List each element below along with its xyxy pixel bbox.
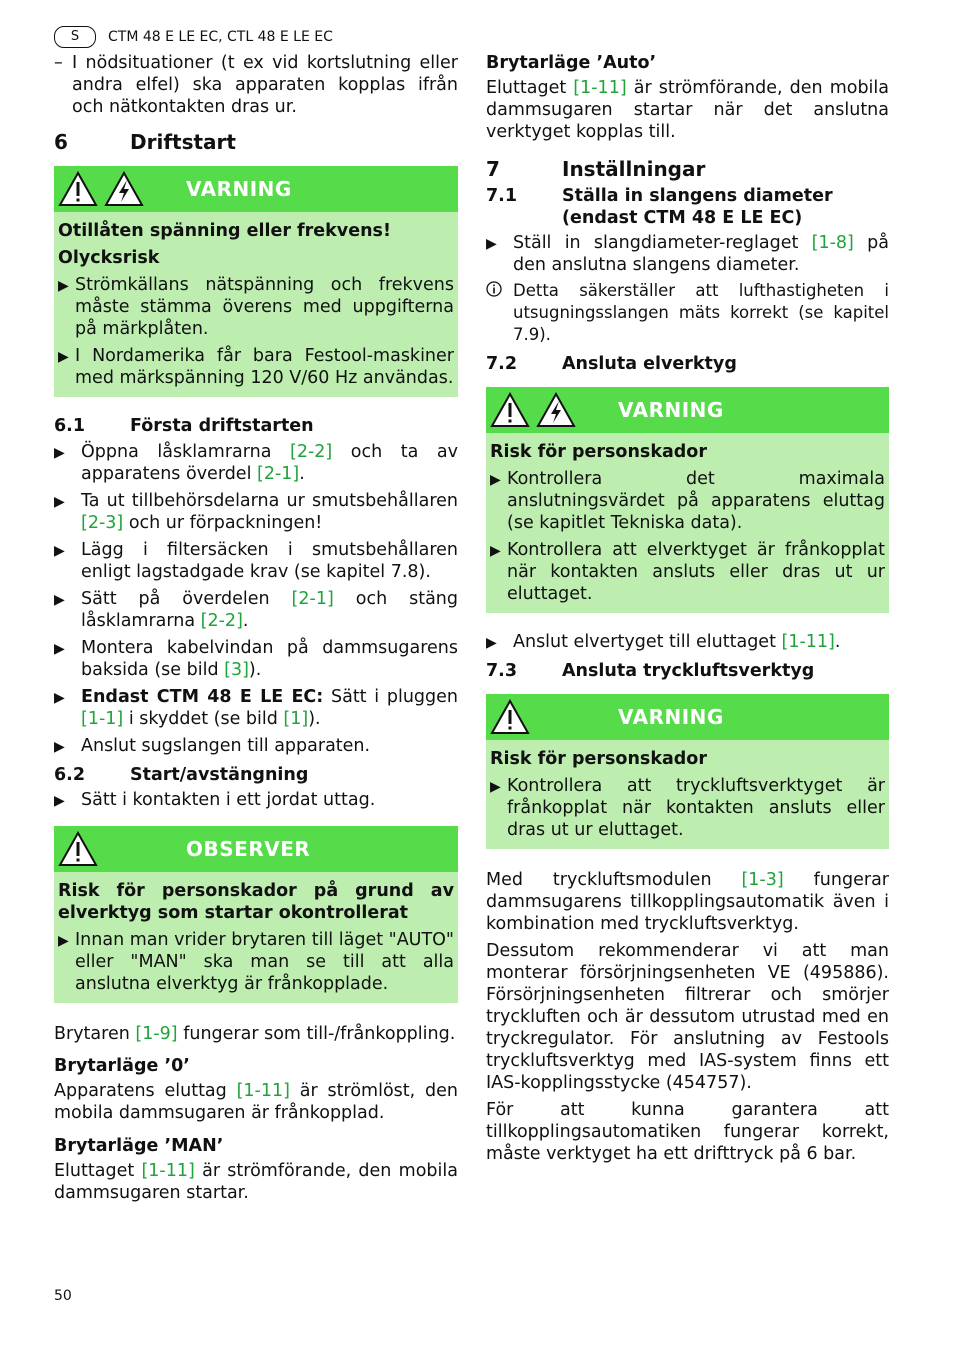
section-7-2-heading: 7.2 Ansluta elverktyg	[486, 354, 737, 374]
warning-heading: Risk för personskador	[490, 442, 707, 462]
mode-man-title: Brytarläge ’MAN’	[54, 1136, 224, 1156]
warning-sub: Olycksrisk	[58, 248, 160, 268]
arrow-icon: ▶	[58, 278, 69, 294]
warning-heading: Risk för personskador	[490, 749, 707, 769]
intro-bullet: – I nödsituationer (t ex vid kortslutning eller andra elfel) ska apparaten kopplas ifrån och nätkontakten dras ur.	[54, 53, 458, 117]
warning-header	[486, 387, 889, 433]
paragraph: För att kunna garantera att tillkopplingsautomatiken fungerar korrekt, måste verktyget ha ett drifttryck på 6 bar.	[486, 1100, 889, 1164]
paragraph: Dessutom rekommenderar vi att man monterar försörjningsenheten VE (495886). Försörjningsenheten filtrerar och smörjer tryckluften och är dessutom utrustad med en tryckregulator. För anslutning av Festools tryckluftsverktyg med IAS-system finns ett IAS-kopplingsstycke (454757).	[486, 941, 889, 1093]
mode-0-title: Brytarläge ’0’	[54, 1056, 190, 1076]
list-item: ▶ Kontrollera att tryckluftsverktyget är frånkopplat när kontakten ansluts eller dras ut ur eluttaget.	[490, 776, 885, 840]
list-item: ▶ Öppna låsklamrarna [2-2] och ta av apparatens överdel [2-1].	[54, 442, 458, 484]
arrow-icon: ▶	[54, 793, 65, 809]
section-6-1-heading: 6.1 Första driftstarten	[54, 416, 314, 436]
info-icon	[486, 281, 502, 297]
list-item: ▶ Kontrollera att elverktyget är frånkopplat när kontakten ansluts eller dras ut ur eluttaget.	[490, 540, 885, 604]
arrow-icon: ▶	[54, 690, 65, 706]
left-column	[54, 52, 458, 1204]
section-7-heading: 7 Inställningar	[486, 157, 706, 181]
arrow-icon: ▶	[58, 349, 69, 365]
arrow-icon: ▶	[490, 543, 501, 559]
mode-auto-title: Brytarläge ’Auto’	[486, 53, 657, 73]
page-number: 50	[54, 1288, 72, 1304]
warning-label: VARNING	[618, 705, 724, 729]
arrow-icon: ▶	[54, 592, 65, 608]
page-header	[54, 26, 333, 48]
warning-box-3	[486, 694, 889, 849]
section-6-heading: 6 Driftstart	[54, 130, 236, 154]
arrow-icon: ▶	[486, 635, 497, 651]
mode-man-text: Eluttaget [1-11] är strömförande, den mobila dammsugaren startar.	[54, 1161, 458, 1203]
warning-header	[486, 694, 889, 740]
warning-triangle-icon	[58, 831, 98, 867]
arrow-icon: ▶	[54, 641, 65, 657]
list-item: ▶ Sätt i kontakten i ett jordat uttag.	[54, 790, 376, 810]
list-item: ▶ Anslut elvertyget till eluttaget [1-11].	[486, 632, 841, 652]
warning-header	[54, 166, 458, 212]
arrow-icon: ▶	[54, 494, 65, 510]
observer-label: OBSERVER	[186, 837, 311, 861]
electric-hazard-icon	[536, 392, 576, 428]
warning-label: VARNING	[186, 177, 292, 201]
arrow-icon: ▶	[490, 472, 501, 488]
observer-header	[54, 826, 458, 872]
list-item: ▶ Endast CTM 48 E LE EC: Sätt i pluggen [1-1] i skyddet (se bild [1]).	[54, 687, 458, 729]
arrow-icon: ▶	[486, 236, 497, 252]
switch-paragraph: Brytaren [1-9] fungerar som till-/frånkoppling.	[54, 1024, 456, 1044]
section-7-1-heading: 7.1 Ställa in slangens diameter (endast CTM 48 E LE EC)	[486, 186, 833, 228]
list-item: ▶ Ta ut tillbehörsdelarna ur smutsbehållaren [2-3] och ur förpackningen!	[54, 491, 458, 533]
info-note: Detta säkerställer att lufthastigheten i utsugningsslangen mäts korrekt (se kapitel 7.9).	[486, 280, 889, 346]
warning-triangle-icon	[490, 392, 530, 428]
arrow-icon: ▶	[54, 543, 65, 559]
arrow-icon: ▶	[490, 779, 501, 795]
language-badge: S	[54, 26, 96, 48]
model-title: CTM 48 E LE EC, CTL 48 E LE EC	[108, 29, 333, 45]
warning-triangle-icon	[490, 699, 530, 735]
observer-box	[54, 826, 458, 1003]
list-item: ▶ Sätt på överdelen [2-1] och stäng låsklamrarna [2-2].	[54, 589, 459, 631]
warning-label: VARNING	[618, 398, 724, 422]
electric-hazard-icon	[104, 171, 144, 207]
arrow-icon: ▶	[58, 933, 69, 949]
list-item: ▶ Strömkällans nätspänning och frekvens måste stämma överens med uppgifterna på märkplåten.	[58, 275, 454, 339]
list-item: ▶ Lägg i filtersäcken i smutsbehållaren enligt lagstadgade krav (se kapitel 7.8).	[54, 540, 458, 582]
arrow-icon: ▶	[54, 445, 65, 461]
list-item: ▶ Innan man vrider brytaren till läget "AUTO" eller "MAN" ska man se till att alla anslutna elverktyg är frånkopplade.	[58, 930, 454, 994]
arrow-icon: ▶	[54, 739, 65, 755]
list-item: ▶ Kontrollera det maximala anslutningsvärdet på apparatens eluttag (se kapitlet Tekniska data).	[490, 469, 885, 533]
section-6-2-heading: 6.2 Start/avstängning	[54, 765, 309, 785]
mode-auto-text: Eluttaget [1-11] är strömförande, den mobila dammsugaren startar när det anslutna verktyget kopplas till.	[486, 78, 889, 142]
warning-box-2	[486, 387, 889, 613]
list-item: ▶ Anslut sugslangen till apparaten.	[54, 736, 371, 756]
right-column	[486, 52, 889, 1165]
warning-box-1	[54, 166, 458, 397]
section-7-3-heading: 7.3 Ansluta tryckluftsverktyg	[486, 661, 815, 681]
warning-heading: Otillåten spänning eller frekvens!	[58, 221, 391, 241]
list-item: ▶ Montera kabelvindan på dammsugarens baksida (se bild [3]).	[54, 638, 458, 680]
paragraph: Med tryckluftsmodulen [1-3] fungerar dammsugarens tillkopplingsautomatik även i kombination med tryckluftsverktyg.	[486, 870, 889, 934]
mode-0-text: Apparatens eluttag [1-11] är strömlöst, den mobila dammsugaren är frånkopplad.	[54, 1081, 458, 1123]
list-item: ▶ I Nordamerika får bara Festool-maskiner med märkspänning 120 V/60 Hz användas.	[58, 346, 454, 388]
warning-triangle-icon	[58, 171, 98, 207]
list-item: ▶ Ställ in slangdiameter-reglaget [1-8] på den anslutna slangens diameter.	[486, 233, 889, 275]
observer-heading: Risk för personskador på grund av elverktyg som startar okontrollerat	[58, 881, 454, 923]
